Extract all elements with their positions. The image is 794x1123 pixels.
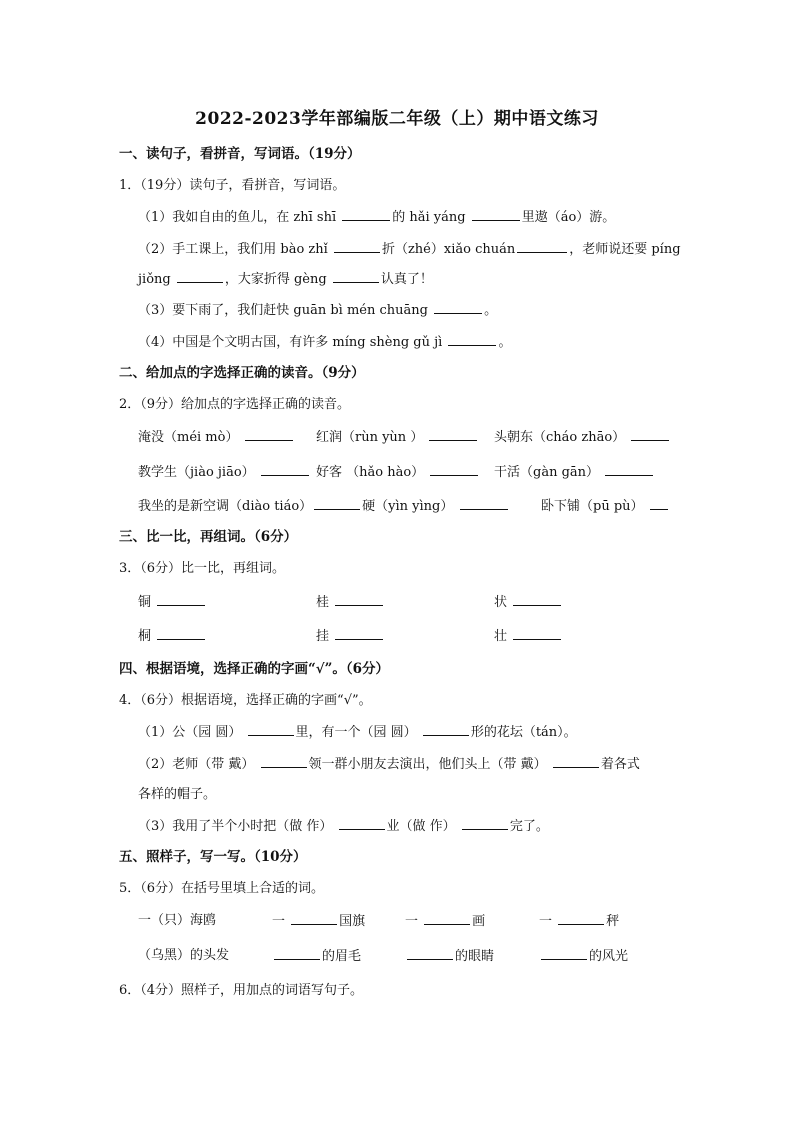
answer-blank[interactable] [430, 463, 478, 476]
answer-blank[interactable] [335, 627, 383, 640]
answer-blank[interactable] [424, 912, 470, 925]
answer-blank[interactable] [157, 593, 205, 606]
answer-blank[interactable] [541, 947, 587, 960]
q2-item: 红润（rùn yùn ） [316, 428, 479, 447]
section-1-heading: 一、读句子，看拼音，写词语。（19分） [119, 146, 361, 162]
section-4-heading: 四、根据语境，选择正确的字画“√”。（6分） [119, 661, 390, 677]
q2-item: 淹没（méi mò） [138, 428, 295, 447]
q5-heading: 5．（6分）在括号里填上合适的词。 [119, 881, 325, 896]
q5-item: 的眉毛 [272, 947, 361, 966]
q3-item: 桐 [138, 627, 207, 646]
section-2-heading: 二、给加点的字选择正确的读音。（9分） [119, 365, 365, 381]
page-title: 2022-2023学年部编版二年级（上）期中语文练习 [195, 109, 599, 129]
q4-line-4: （3）我用了半个小时把（做 作） 业（做 作） 完了。 [138, 819, 549, 834]
q2-item: 我坐的是新空调（diào tiáo） 硬（yìn yìng） [138, 497, 510, 516]
q1-line-3: jiǒng ，大家折得 gèng 认真了！ [138, 272, 433, 287]
q3-item: 状 [494, 593, 563, 612]
q2-heading: 2．（9分）给加点的字选择正确的读音。 [119, 397, 351, 412]
q2-item: 教学生（jiào jiāo） [138, 463, 311, 482]
section-3-heading: 三、比一比，再组词。（6分） [119, 529, 298, 545]
answer-blank[interactable] [335, 593, 383, 606]
answer-blank[interactable] [407, 947, 453, 960]
answer-blank[interactable] [248, 723, 294, 736]
q4-line-2: （2）老师（带 戴） 领一群小朋友去演出，他们头上（带 戴） 着各式 [138, 757, 640, 772]
q5-item: 的风光 [539, 947, 628, 966]
q4-heading: 4．（6分）根据语境，选择正确的字画“√”。 [119, 693, 372, 708]
q3-item: 壮 [494, 627, 563, 646]
answer-blank[interactable] [333, 270, 379, 283]
q1-heading: 1．（19分）读句子，看拼音，写词语。 [119, 178, 346, 193]
q2-item: 好客 （hǎo hào） [316, 463, 480, 482]
answer-blank[interactable] [423, 723, 469, 736]
q1-line-2: （2）手工课上，我们用 bào zhǐ 折（zhé）xiǎo chuán ，老师说还要 píng [138, 242, 681, 257]
answer-blank[interactable] [517, 240, 567, 253]
q2-item: 干活（gàn gān） [494, 463, 655, 482]
section-5-heading: 五、照样子，写一写。（10分） [119, 849, 307, 865]
answer-blank[interactable] [291, 912, 337, 925]
answer-blank[interactable] [261, 463, 309, 476]
q4-line-3: 各样的帽子。 [138, 787, 217, 802]
q1-line-4: （3）要下雨了，我们赶快 guān bì mén chuāng 。 [138, 303, 498, 318]
q2-item: 头朝东（cháo zhāo） [494, 428, 671, 447]
answer-blank[interactable] [460, 497, 508, 510]
answer-blank[interactable] [558, 912, 604, 925]
answer-blank[interactable] [245, 428, 293, 441]
answer-blank[interactable] [553, 755, 599, 768]
answer-blank[interactable] [434, 301, 482, 314]
q3-item: 挂 [316, 627, 385, 646]
q5-item: 的眼睛 [405, 947, 494, 966]
answer-blank[interactable] [650, 497, 668, 510]
q5-item: 一 画 [405, 914, 486, 929]
answer-blank[interactable] [429, 428, 477, 441]
q1-line-1: （1）我如自由的鱼儿，在 zhī shī 的 hǎi yáng 里遨（áo）游。 [138, 210, 616, 225]
q5-item: 一 秤 [539, 914, 620, 929]
answer-blank[interactable] [314, 497, 360, 510]
answer-blank[interactable] [177, 270, 223, 283]
answer-blank[interactable] [448, 333, 496, 346]
answer-blank[interactable] [157, 627, 205, 640]
q3-heading: 3．（6分）比一比，再组词。 [119, 561, 286, 576]
answer-blank[interactable] [472, 208, 520, 221]
q1-line-5: （4）中国是个文明古国，有许多 míng shèng gǔ jì 。 [138, 335, 512, 350]
answer-blank[interactable] [342, 208, 390, 221]
answer-blank[interactable] [334, 240, 380, 253]
answer-blank[interactable] [462, 817, 508, 830]
answer-blank[interactable] [339, 817, 385, 830]
answer-blank[interactable] [274, 947, 320, 960]
answer-blank[interactable] [631, 428, 669, 441]
q5-example: （乌黑）的头发 [138, 948, 230, 963]
q3-item: 铜 [138, 593, 207, 612]
q4-line-1: （1）公（园 圆） 里，有一个（园 圆） 形的花坛（tán）。 [138, 725, 577, 740]
answer-blank[interactable] [261, 755, 307, 768]
q2-item: 卧下铺（pū pù） [541, 497, 670, 516]
answer-blank[interactable] [513, 593, 561, 606]
q5-item: 一 国旗 [272, 914, 366, 929]
answer-blank[interactable] [513, 627, 561, 640]
q3-item: 桂 [316, 593, 385, 612]
q5-example: 一（只）海鸥 [138, 913, 217, 928]
q6-heading: 6．（4分）照样子，用加点的词语写句子。 [119, 983, 364, 998]
answer-blank[interactable] [605, 463, 653, 476]
